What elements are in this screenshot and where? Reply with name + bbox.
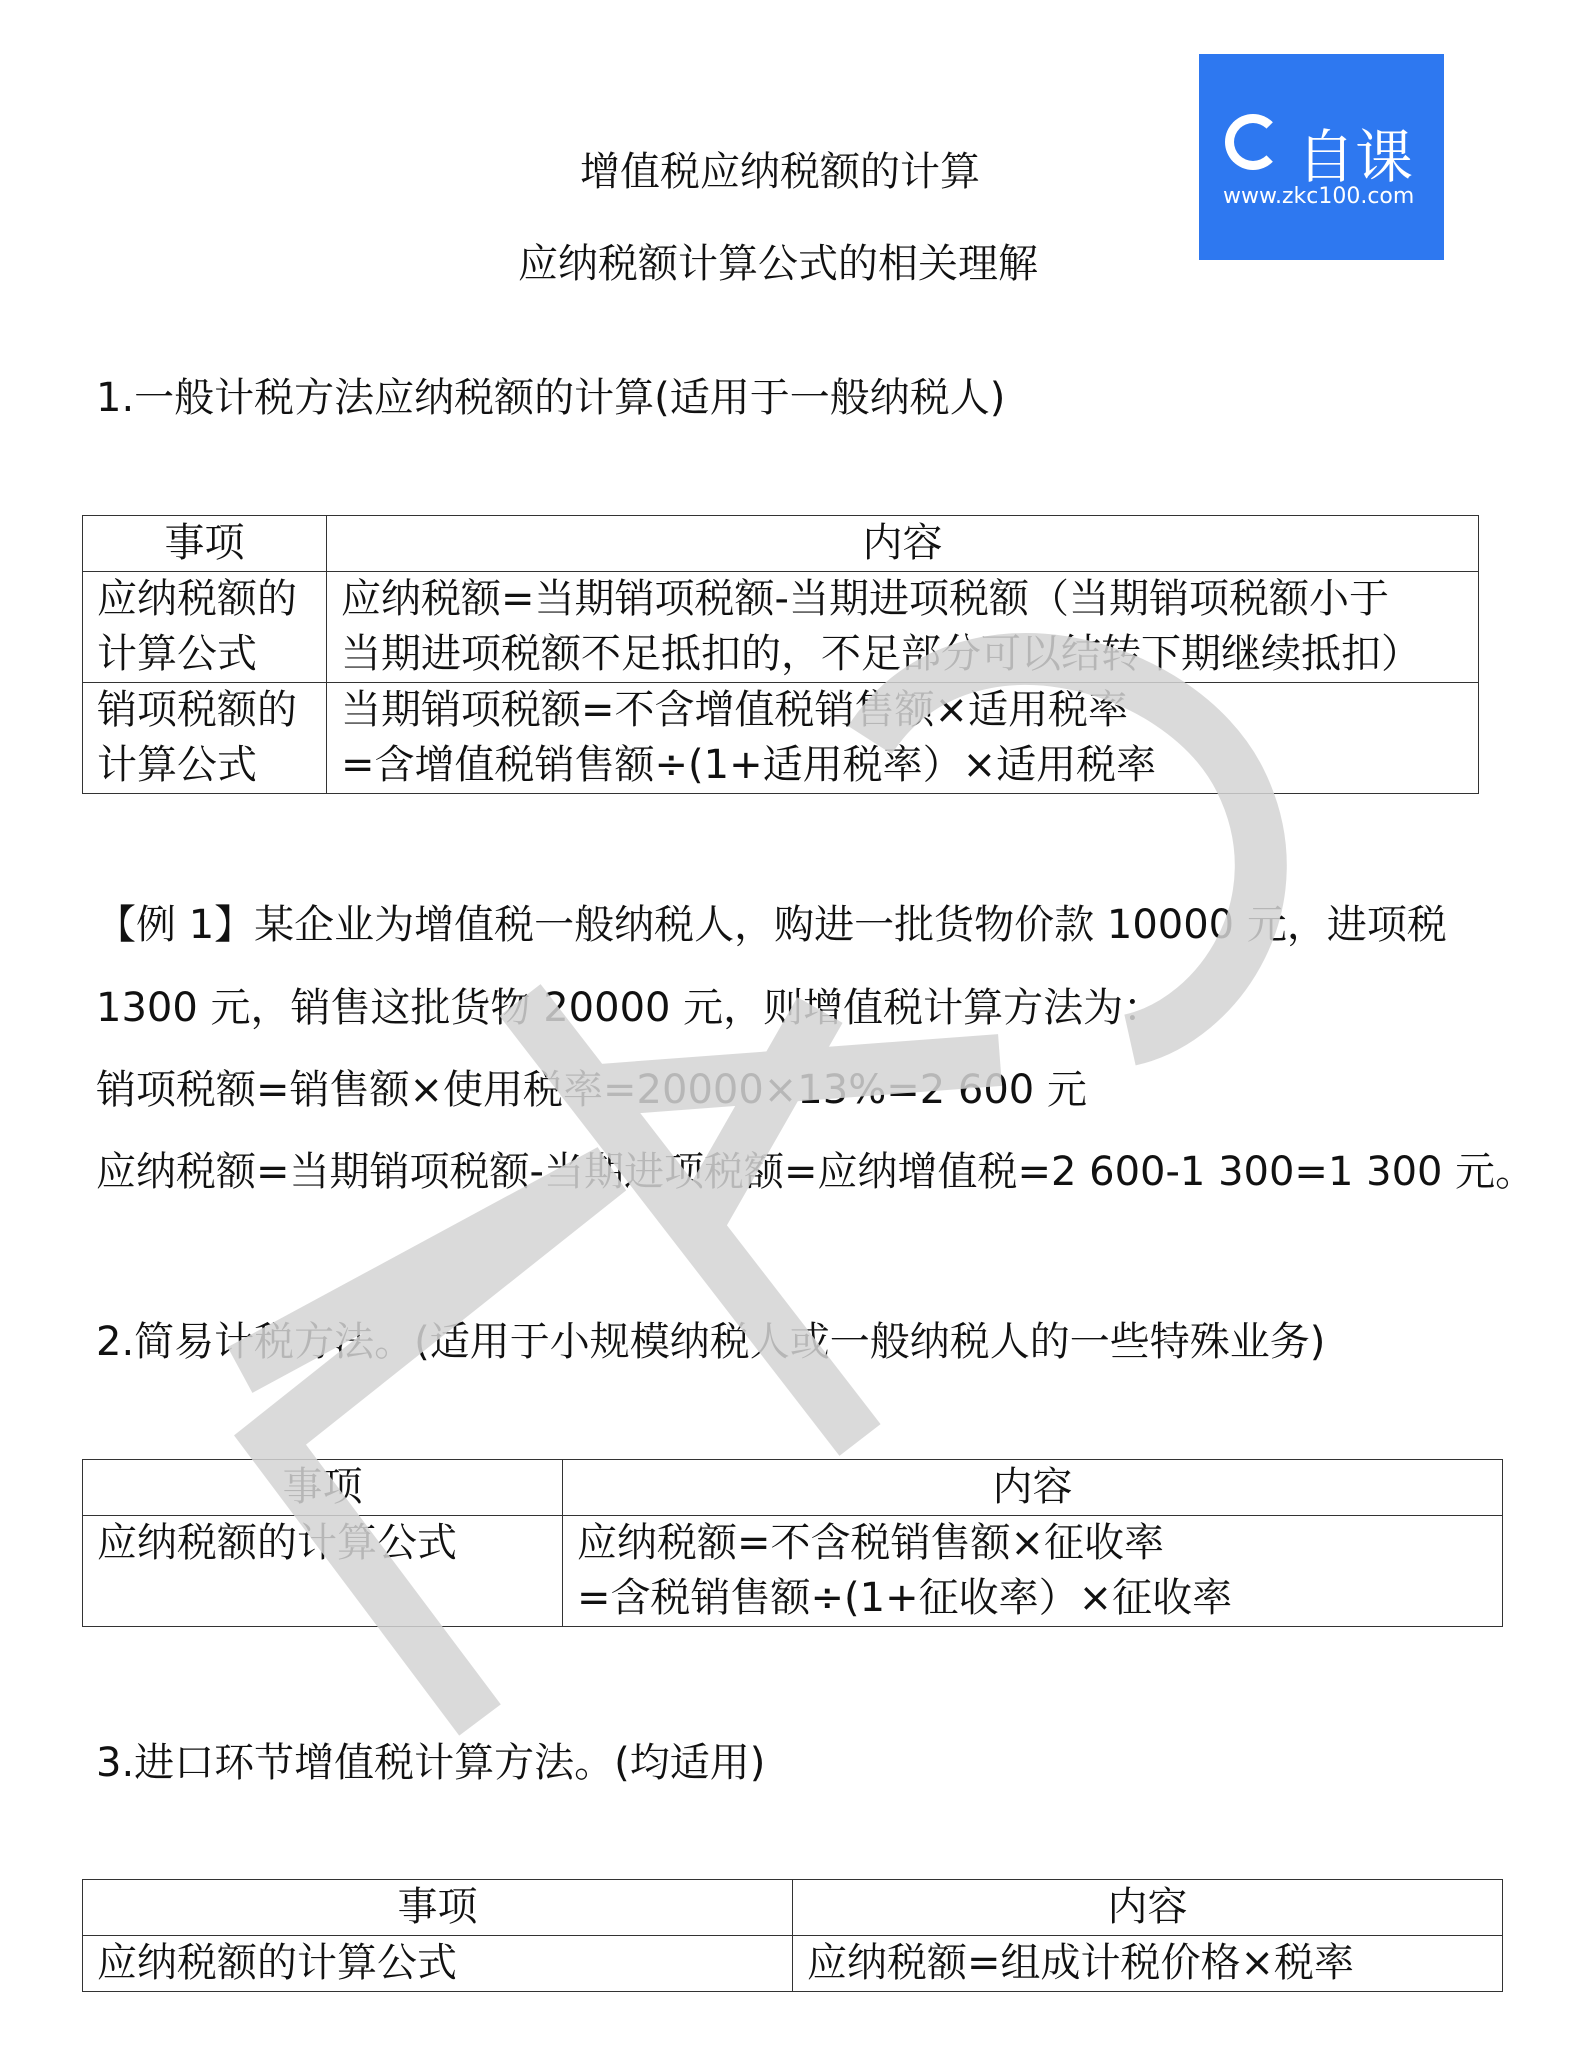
table-header-row [83,1880,1503,1936]
row-content [563,1516,1503,1627]
row-item [83,1516,563,1627]
header-content: 内容 [793,1880,1503,1936]
page-subtitle: 应纳税额计算公式的相关理解 [518,241,1038,287]
header-item: 事项 [83,516,327,572]
row-content [327,683,1479,794]
section3-table [82,1879,1503,1992]
row-content [793,1936,1503,1992]
cell-line: =含税销售额÷(1+征收率）×征收率 [577,1575,1233,1621]
page-title: 增值税应纳税额的计算 [580,149,980,195]
cell-line: 当期进项税额不足抵扣的，不足部分可以结转下期继续抵扣） [341,631,1421,677]
table-row [83,683,1479,794]
row-item [83,1936,793,1992]
cell-line: 应纳税额的计算公式 [97,1940,457,1986]
watermark-z-stroke [240,1170,610,1720]
cell-line: 应纳税额的 [97,576,297,622]
cell-line: 当期销项税额=不含增值税销售额×适用税率 [341,687,1129,733]
brand-logo [1199,54,1444,260]
example-line: 应纳税额=当期销项税额-当期进项税额=应纳增值税=2 600-1 300=1 300 元。 [96,1149,1536,1195]
table-row [83,572,1479,683]
section3-heading: 3.进口环节增值税计算方法。(均适用) [96,1740,766,1786]
cell-line: 计算公式 [97,631,257,677]
table-row [83,1516,1503,1627]
table-header-row [83,516,1479,572]
row-content [327,572,1479,683]
cell-line: 应纳税额=不含税销售额×征收率 [577,1520,1165,1566]
logo-brand-text: 自课 [1297,123,1414,191]
header-content: 内容 [563,1460,1503,1516]
logo-c-icon [1225,114,1281,170]
logo-url: www.zkc100.com [1223,184,1415,209]
cell-line: 应纳税额=当期销项税额-当期进项税额（当期销项税额小于 [341,576,1389,622]
row-item [83,683,327,794]
cell-line: 计算公式 [97,742,257,788]
example-line: 1300 元，销售这批货物 20000 元，则增值税计算方法为： [96,985,1164,1031]
header-content: 内容 [327,516,1479,572]
example-line: 销项税额=销售额×使用税率=20000×13%=2 600 元 [96,1067,1087,1113]
cell-line: =含增值税销售额÷(1+适用税率）×适用税率 [341,742,1157,788]
section2-heading: 2.简易计税方法。(适用于小规模纳税人或一般纳税人的一些特殊业务) [96,1319,1326,1365]
example-line: 【例 1】某企业为增值税一般纳税人，购进一批货物价款 10000 元，进项税 [96,902,1447,948]
table-row [83,1936,1503,1992]
cell-line: 应纳税额的计算公式 [97,1520,457,1566]
row-item [83,572,327,683]
cell-line: 销项税额的 [97,687,297,733]
header-item: 事项 [83,1460,563,1516]
section2-table [82,1459,1503,1627]
table-header-row [83,1460,1503,1516]
section1-table [82,515,1479,794]
section1-heading: 1.一般计税方法应纳税额的计算(适用于一般纳税人) [96,375,1006,421]
header-item: 事项 [83,1880,793,1936]
cell-line: 应纳税额=组成计税价格×税率 [807,1940,1355,1986]
